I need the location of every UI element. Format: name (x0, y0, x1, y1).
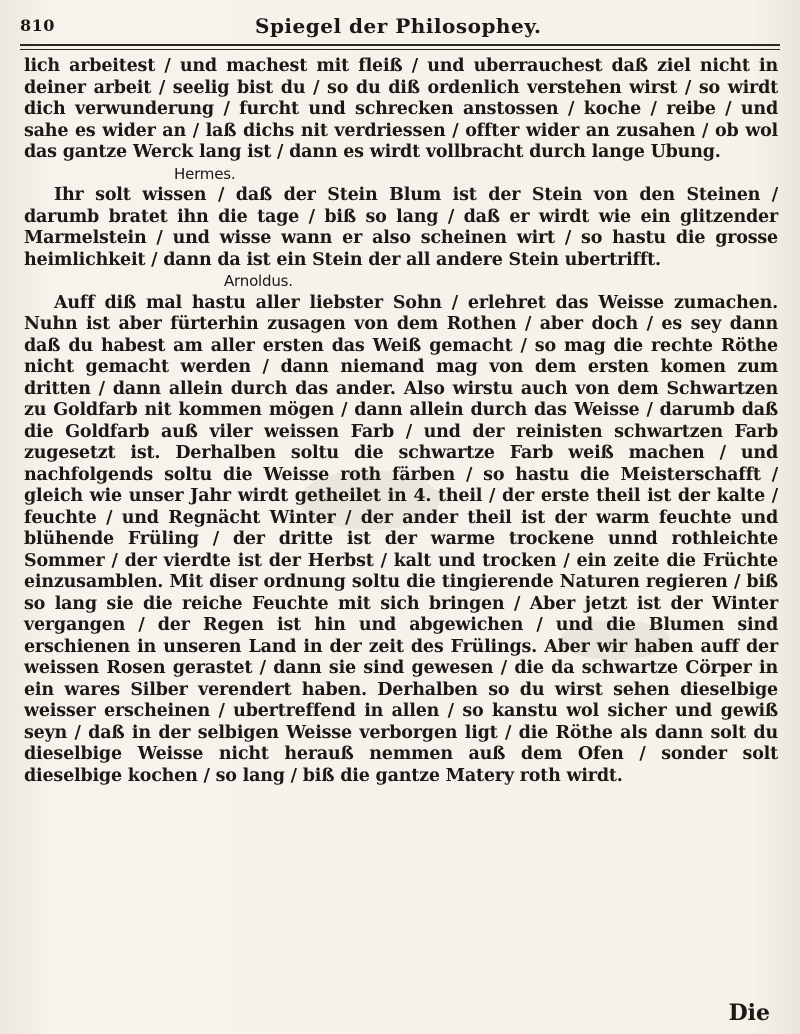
page-header (20, 14, 780, 54)
speaker-heading: Arnoldus. (224, 272, 293, 290)
header-rule (20, 44, 780, 46)
body-text (24, 56, 778, 787)
paragraph: Auff diß mal hastu aller liebster Sohn / erlehret das Weisse zumachen. Nuhn ist aber fürterhin zusagen von dem Rothen / aber doch / es sey dann daß du habest am aller ersten das Weiß gemacht / so mag die rechte Röthe nicht gemacht werden / dann niemand mag von dem ersten komen zum dritten / dann allein durch das ander. Also wirstu auch von dem Schwartzen zu Goldfarb nit kommen mögen / dann allein durch das Weisse / darumb daß die Goldfarb auß viler weissen Farb / und der reinisten schwartzen Farb zugesetzt ist. Derhalben soltu die schwartze Farb weiß machen / und nachfolgends soltu die Weisse roth färben / so hastu die Meisterschafft / gleich wie unser Jahr wirdt getheilet in 4. theil / der erste theil ist der kalte / feuchte / und Regnächt Winter / der ander theil ist der warm feuchte und blühende Früling / der dritte ist der warme trockene unnd rothleichte Sommer / der vierdte ist der Herbst / kalt und trocken / ein zeite die Früchte einzusamblen. Mit diser ordnung soltu die tingierende Naturen regieren / biß so lang sie die reiche Feuchte mit sich bringen / Aber jetzt ist der Winter vergangen / der Regen ist hin und abgewichen / und die Blumen sind erschienen in unseren Land in der zeit des Frülings. Aber wir haben auff der weissen Rosen gerastet / dann sie sind gewesen / die da schwartze Cörper in ein wares Silber verendert haben. Derhalben so du wirst sehen dieselbige weisser erscheinen / ubertreffend in allen / so kanstu wol sicher und gewiß seyn / daß in der selbigen Weisse verborgen ligt / die Röthe als dann solt du dieselbige Weisse nicht herauß nemmen auß dem Ofen / sonder solt dieselbige kochen / so lang / biß die gantze Matery roth wirdt. (24, 292, 778, 786)
paragraph: Ihr solt wissen / daß der Stein Blum ist der Stein von den Steinen / darumb bratet ihn die tage / biß so lang / daß er wirdt wie ein glitzender Marmelstein / und wisse wann er also scheinen wirt / so hastu die grosse heimlichkeit / dann da ist ein Stein der all andere Stein ubertrifft. (24, 185, 778, 270)
header-rule-thin (20, 49, 780, 50)
running-title: Spiegel der Philosophey. (255, 14, 542, 38)
page-number: 810 (20, 16, 55, 35)
speaker-heading: Hermes. (174, 164, 236, 183)
paragraph: lich arbeitest / und machest mit fleiß / und uberrauchest daß ziel nicht in deiner arbeit / seelig bist du / so du diß ordenlich verstehen wirst / so wirdt dich verwunderung / furcht und schrecken anstossen / koche / reibe / und sahe es wider an / laß dichs nit verdriessen / offter wider an zusahen / ob wol das gantze Werck lang ist / dann es wirdt vollbracht durch lange Ubung. (24, 56, 778, 162)
catchword: Die (728, 1000, 770, 1026)
